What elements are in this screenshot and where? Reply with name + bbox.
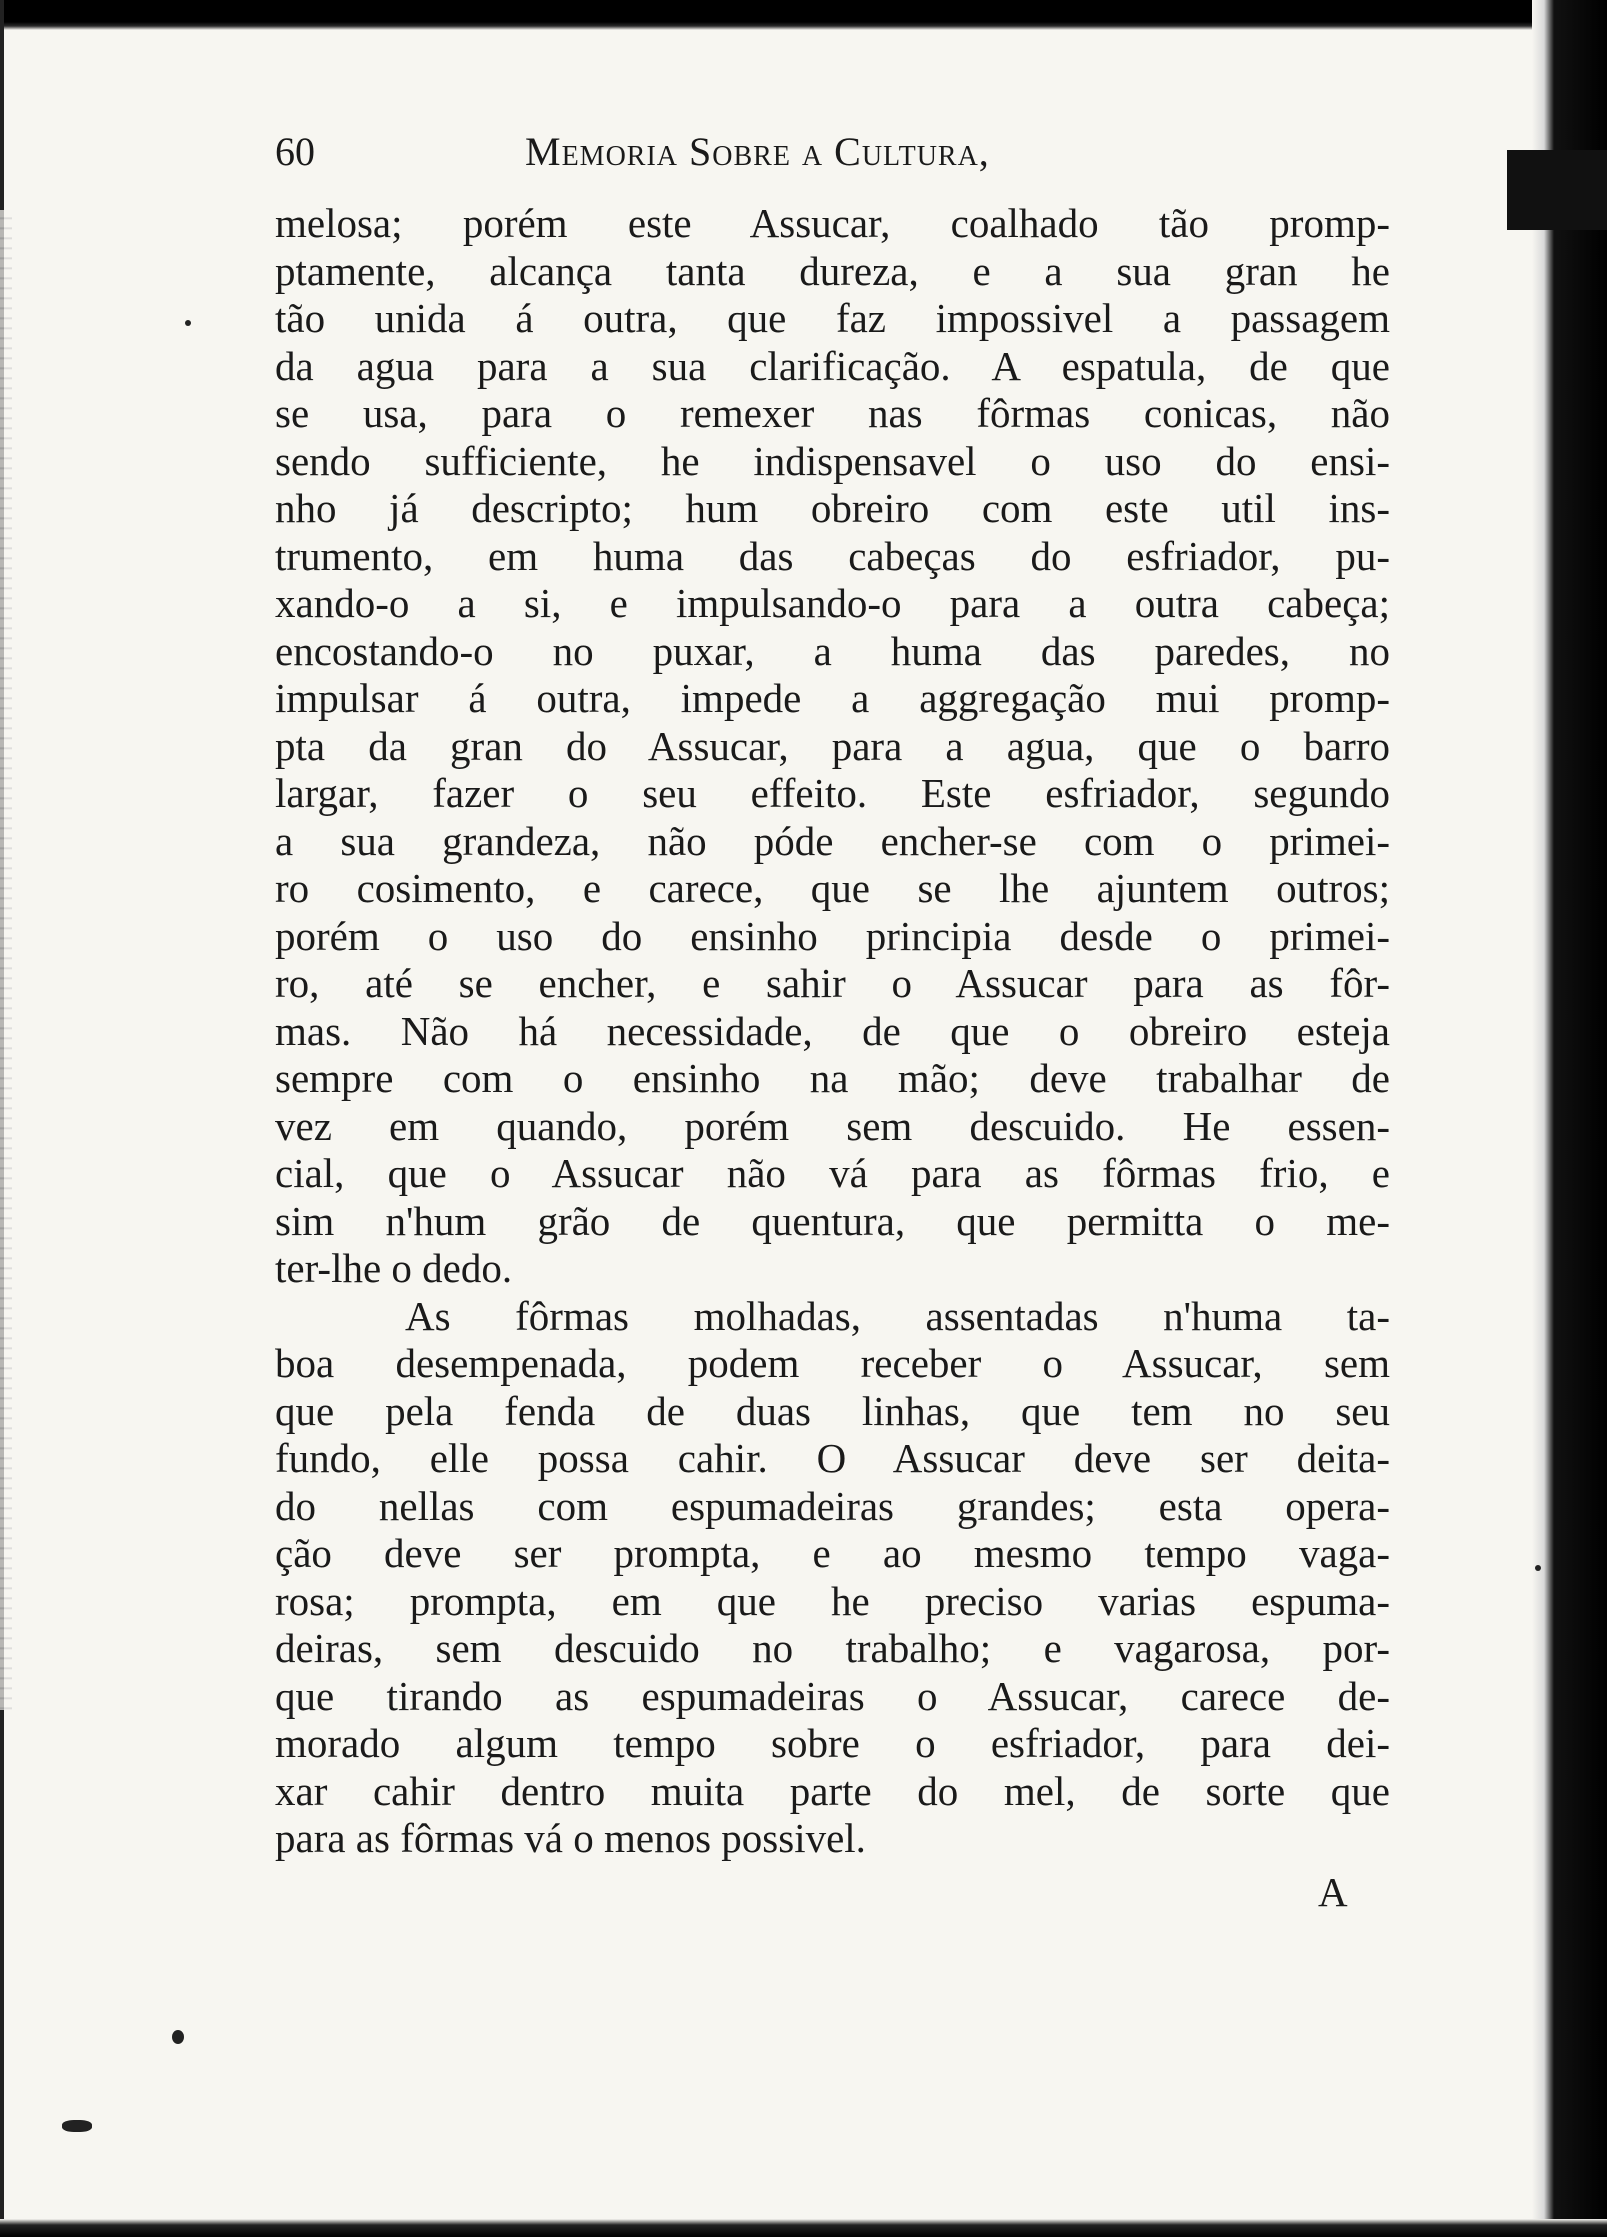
text-line: mas. Não há necessidade, de que o obreiro esteja xyxy=(275,1007,1390,1054)
text-line: melosa; porém este Assucar, coalhado tão promp- xyxy=(275,200,1390,246)
text-line: impulsar á outra, impede a aggregação mui promp- xyxy=(275,675,1390,721)
text-line: rosa; prompta, em que he preciso varias espuma- xyxy=(275,1577,1390,1624)
text-line: largar, fazer o seu effeito. Este esfriador, segundo xyxy=(275,770,1390,816)
ink-speck xyxy=(172,2030,184,2044)
ink-blot xyxy=(1507,150,1607,230)
text-line: sendo sufficiente, he indispensavel o uso do ensi- xyxy=(275,437,1390,484)
ink-speck xyxy=(1535,1565,1541,1571)
text-line: da agua para a sua clarificação. A espatula, de que xyxy=(275,342,1390,389)
scan-border-bottom xyxy=(0,2219,1607,2237)
text-line: cial, que o Assucar não vá para as fôrmas frio, e xyxy=(275,1150,1390,1196)
text-line: porém o uso do ensinho principia desde o primei- xyxy=(275,912,1390,959)
body-text xyxy=(275,200,1390,1863)
text-line: pta da gran do Assucar, para a agua, que o barro xyxy=(275,722,1390,769)
text-line: boa desempenada, podem receber o Assucar, sem xyxy=(275,1340,1390,1386)
running-head xyxy=(275,128,1375,188)
text-line: do nellas com espumadeiras grandes; esta opera- xyxy=(275,1482,1390,1529)
paragraph xyxy=(275,200,1390,1293)
text-line: ro, até se encher, e sahir o Assucar para as fôr- xyxy=(275,960,1390,1006)
scan-border-right xyxy=(1532,0,1607,2237)
text-line: sim n'hum grão de quentura, que permitta o me- xyxy=(275,1197,1390,1244)
text-line: que pela fenda de duas linhas, que tem no seu xyxy=(275,1387,1390,1434)
text-line: nho já descripto; hum obreiro com este util ins- xyxy=(275,485,1390,531)
text-line: sempre com o ensinho na mão; deve trabalhar de xyxy=(275,1055,1390,1101)
text-line: xando-o a si, e impulsando-o para a outra cabeça; xyxy=(275,580,1390,626)
ink-speck xyxy=(62,2120,92,2132)
ink-speck xyxy=(185,320,191,326)
text-line: ptamente, alcança tanta dureza, e a sua gran he xyxy=(275,247,1390,294)
text-line: ro cosimento, e carece, que se lhe ajuntem outros; xyxy=(275,865,1390,911)
text-line: se usa, para o remexer nas fôrmas conicas, não xyxy=(275,390,1390,436)
paragraph xyxy=(275,1293,1390,1863)
text-line: para as fôrmas vá o menos possivel. xyxy=(275,1815,866,1861)
text-line: ção deve ser prompta, e ao mesmo tempo vaga- xyxy=(275,1530,1390,1576)
text-line: que tirando as espumadeiras o Assucar, carece de- xyxy=(275,1672,1390,1719)
text-line: a sua grandeza, não póde encher-se com o primei- xyxy=(275,817,1390,864)
scan-border-top xyxy=(0,0,1607,30)
text-line: vez em quando, porém sem descuido. He essen- xyxy=(275,1102,1390,1149)
text-line: ter-lhe o dedo. xyxy=(275,1245,513,1291)
text-line: deiras, sem descuido no trabalho; e vagarosa, por- xyxy=(275,1625,1390,1671)
show-through-marks xyxy=(0,210,12,1710)
text-line: encostando-o no puxar, a huma das paredes, no xyxy=(275,627,1390,674)
text-line: fundo, elle possa cahir. O Assucar deve ser deita- xyxy=(275,1435,1390,1481)
text-line: tão unida á outra, que faz impossivel a passagem xyxy=(275,295,1390,341)
text-line: trumento, em huma das cabeças do esfriador, pu- xyxy=(275,532,1390,579)
text-line: xar cahir dentro muita parte do mel, de sorte que xyxy=(275,1767,1390,1814)
catchword: A xyxy=(1318,1869,1348,1915)
text-line: morado algum tempo sobre o esfriador, para dei- xyxy=(275,1720,1390,1766)
text-line: As fôrmas molhadas, assentadas n'huma ta- xyxy=(405,1292,1390,1339)
page-title: Memoria Sobre a Cultura, xyxy=(525,129,990,174)
page-number: 60 xyxy=(275,129,315,174)
